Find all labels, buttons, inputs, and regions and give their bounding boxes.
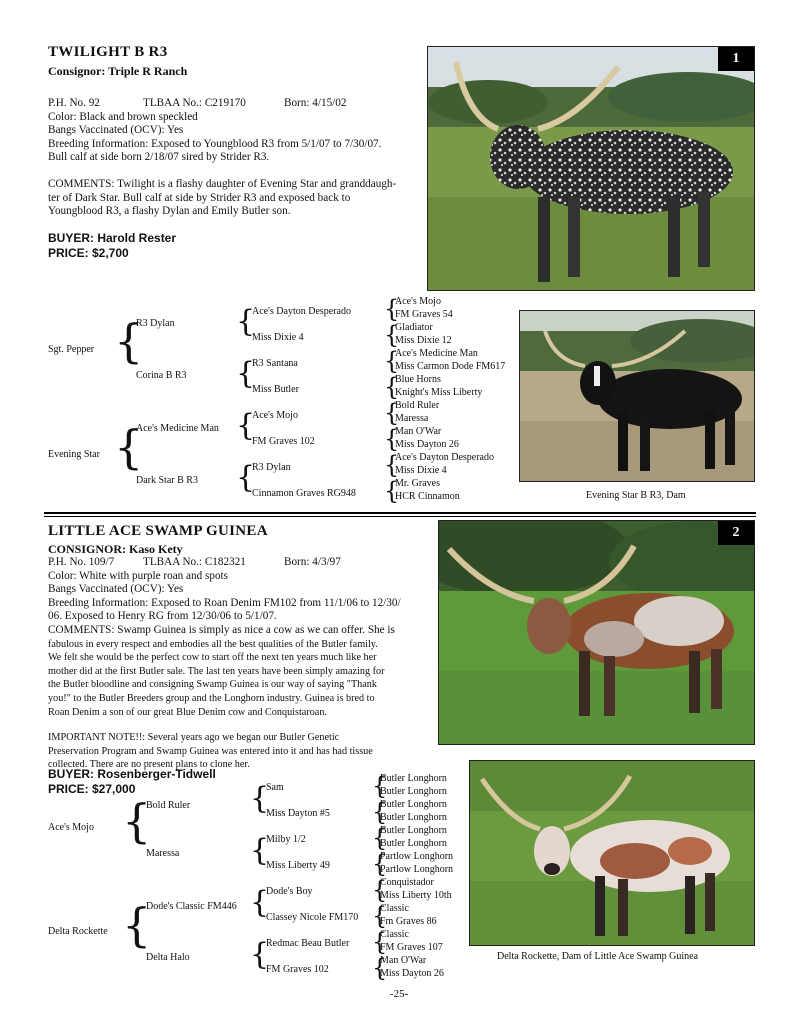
lot1-comments-line: COMMENTS: Twilight is a flashy daughter of Evening Star and granddaugh- (48, 177, 397, 190)
lot2-photo (438, 520, 755, 745)
lot1-color: Color: Black and brown speckled (48, 110, 198, 123)
lot1-number-badge: 1 (718, 47, 754, 71)
lot1-breeding-line: Bull calf at side born 2/18/07 sired by Strider R3. (48, 151, 270, 164)
pedigree-brace: { (236, 408, 256, 443)
pedigree-brace: { (372, 928, 388, 956)
lot2-number-badge: 2 (718, 521, 754, 545)
pedigree-brace: { (384, 425, 400, 453)
pedigree-brace: { (384, 451, 400, 479)
pedigree-g4: Miss Dayton 26 (395, 439, 459, 450)
pedigree-brace: { (372, 824, 388, 852)
pedigree-g4: Miss Liberty 10th (380, 890, 452, 901)
pedigree-g3: Classey Nicole FM170 (266, 912, 359, 923)
lot1-photo (427, 46, 755, 291)
pedigree-brace: { (250, 833, 270, 868)
pedigree-g4: Butler Longhorn (380, 799, 447, 810)
lot2-ph: P.H. No. 109/7 (48, 556, 115, 568)
pedigree-g4: Mr. Graves (395, 478, 440, 489)
pedigree-g2: Maressa (146, 848, 180, 859)
pedigree-g3: Miss Dixie 4 (252, 332, 304, 343)
lot2-dam-photo (469, 760, 755, 946)
pedigree-g4: Ace's Mojo (395, 296, 441, 307)
pedigree-g3: FM Graves 102 (252, 436, 315, 447)
pedigree-g4: Classic (380, 903, 409, 914)
lot1-photo-art (428, 47, 755, 291)
pedigree-brace: { (384, 399, 400, 427)
lot2-color: Color: White with purple roan and spots (48, 569, 229, 582)
lot2-comments-line: the Butler bloodline and consigning Swamp Guinea is our way of saying "Thank (48, 679, 377, 691)
pedigree-g2: Dode's Classic FM446 (146, 901, 237, 912)
pedigree-sire: Ace's Mojo (48, 822, 94, 833)
lot2-breeding-line: 06. Exposed to Henry RG from 12/30/06 to 5/1/07. (48, 610, 277, 623)
lot1-breeding-line: Breeding Information: Exposed to Youngblood R3 from 5/1/07 to 7/30/07. (48, 137, 382, 150)
pedigree-g4: Knight's Miss Liberty (395, 387, 483, 398)
pedigree-g4: Conquistador (380, 877, 434, 888)
pedigree-g4: Butler Longhorn (380, 773, 447, 784)
pedigree-g3: Redmac Beau Butler (266, 938, 350, 949)
pedigree-g3: Miss Butler (252, 384, 299, 395)
lot2-note-line: Preservation Program and Swamp Guinea was entered into it and has had tissue (48, 745, 373, 757)
pedigree-g3: R3 Dylan (252, 462, 291, 473)
pedigree-brace: { (384, 347, 400, 375)
pedigree-g4: Butler Longhorn (380, 812, 447, 823)
pedigree-g4: Miss Dixie 4 (395, 465, 447, 476)
lot2-comments-line: you!" to the Butler Breeders group and the Longhorn industry. Guinea is bred to (48, 692, 375, 704)
lot2-comments-line: We felt she would be the perfect cow to start off the next ten years much like her (48, 652, 377, 664)
lot1-title: TWILIGHT B R3 (48, 44, 168, 60)
pedigree-g3: Ace's Mojo (252, 410, 298, 421)
lot2-breeding-line: Breeding Information: Exposed to Roan Denim FM102 from 11/1/06 to 12/30/ (48, 596, 401, 609)
pedigree-dam: Evening Star (48, 449, 100, 460)
lot1-born: Born: 4/15/02 (284, 97, 347, 109)
pedigree-brace: { (372, 772, 388, 800)
pedigree-g2: Bold Ruler (146, 800, 191, 811)
pedigree-g4: Butler Longhorn (380, 825, 447, 836)
pedigree-brace: { (372, 850, 388, 878)
lot2-buyer: BUYER: Rosenberger-Tidwell (48, 767, 216, 781)
pedigree-brace: { (236, 304, 256, 339)
pedigree-g4: Maressa (395, 413, 429, 424)
pedigree-brace: { (384, 321, 400, 349)
lot2-note-line: IMPORTANT NOTE!!: Several years ago we began our Butler Genetic (48, 732, 340, 744)
pedigree-brace: { (122, 794, 152, 848)
pedigree-g4: FM Graves 54 (395, 309, 453, 320)
lot1-consignor: Consignor: Triple R Ranch (48, 64, 188, 78)
pedigree-brace: { (372, 954, 388, 982)
section-divider (44, 512, 756, 514)
pedigree-dam: Delta Rockette (48, 926, 108, 937)
pedigree-g2: Dark Star B R3 (136, 475, 198, 486)
pedigree-g4: Miss Dayton 26 (380, 968, 444, 979)
pedigree-brace: { (372, 902, 388, 930)
lot1-dam-photo-art (520, 311, 755, 482)
pedigree-brace: { (114, 314, 144, 368)
pedigree-g4: Miss Carmon Dode FM617 (395, 361, 506, 372)
pedigree-brace: { (114, 420, 144, 474)
pedigree-g2: Corina B R3 (136, 370, 187, 381)
pedigree-g4: HCR Cinnamon (395, 491, 460, 502)
pedigree-g4: Blue Horns (395, 374, 441, 385)
pedigree-g3: FM Graves 102 (266, 964, 329, 975)
lot1-dam-caption: Evening Star B R3, Dam (586, 490, 686, 501)
lot1-dam-photo (519, 310, 755, 482)
pedigree-g4: Classic (380, 929, 409, 940)
pedigree-g2: R3 Dylan (136, 318, 175, 329)
lot1-comments-line: Youngblood R3, a flashy Dylan and Emily Butler son. (48, 205, 291, 218)
pedigree-g3: Miss Dayton #5 (266, 808, 330, 819)
pedigree-g3: Dode's Boy (266, 886, 313, 897)
lot2-note-line: collected. There are no present plans to clone her. (48, 759, 250, 771)
lot1-comments-line: ter of Dark Star. Bull calf at side by Strider R3 and exposed back to (48, 191, 351, 204)
pedigree-brace: { (384, 295, 400, 323)
pedigree-g4: Man O'War (395, 426, 442, 437)
lot2-title: LITTLE ACE SWAMP GUINEA (48, 523, 268, 539)
pedigree-g4: Partlow Longhorn (380, 864, 454, 875)
pedigree-g4: Gladiator (395, 322, 433, 333)
lot1-price: PRICE: $2,700 (48, 246, 129, 260)
pedigree-g4: Butler Longhorn (380, 838, 447, 849)
pedigree-g3: Sam (266, 782, 284, 793)
lot2-comments-line: mother did at the first Butler sale. The last ten years have been simply amazing for (48, 665, 385, 677)
pedigree-brace: { (372, 798, 388, 826)
pedigree-g3: Miss Liberty 49 (266, 860, 330, 871)
lot2-details (48, 556, 428, 772)
pedigree-g3: Ace's Dayton Desperado (252, 306, 351, 317)
lot2-dam-photo-art (470, 761, 755, 946)
pedigree-brace: { (372, 876, 388, 904)
lot1-ph: P.H. No. 92 (48, 97, 100, 109)
pedigree-g4: Ace's Medicine Man (395, 348, 478, 359)
pedigree-g4: Fm Graves 86 (380, 916, 437, 927)
pedigree-sire: Sgt. Pepper (48, 344, 95, 355)
lot1-details (48, 97, 418, 219)
pedigree-brace: { (236, 460, 256, 495)
lot2-born: Born: 4/3/97 (284, 556, 341, 568)
lot1-tlbaa: TLBAA No.: C219170 (143, 97, 246, 109)
lot1-buyer: BUYER: Harold Rester (48, 231, 177, 245)
pedigree-g4: Bold Ruler (395, 400, 440, 411)
pedigree-brace: { (250, 937, 270, 972)
lot2-comments-line: fabulous in every respect and embodies all the best qualities of the Butler family. (48, 638, 378, 650)
lot1-bangs: Bangs Vaccinated (OCV): Yes (48, 124, 184, 137)
pedigree-g4: FM Graves 107 (380, 942, 443, 953)
pedigree-g4: Partlow Longhorn (380, 851, 454, 862)
lot2-consignor: CONSIGNOR: Kaso Kety (48, 542, 183, 556)
pedigree-brace: { (384, 477, 400, 505)
pedigree-g4: Ace's Dayton Desperado (395, 452, 494, 463)
lot2-bangs: Bangs Vaccinated (OCV): Yes (48, 583, 184, 596)
pedigree-g4: Butler Longhorn (380, 786, 447, 797)
lot1-buyer-block (48, 231, 176, 261)
pedigree-brace: { (250, 885, 270, 920)
lot2-comments-line: Roan Denim a son of our great Blue Denim cow and Conquistaroan. (48, 706, 327, 718)
section-divider (44, 516, 756, 517)
pedigree-g4: Miss Dixie 12 (395, 335, 452, 346)
pedigree-g3: R3 Santana (252, 358, 298, 369)
lot2-price: PRICE: $27,000 (48, 782, 136, 796)
pedigree-g4: Man O'War (380, 955, 427, 966)
pedigree-brace: { (236, 356, 256, 391)
page-number: -25- (390, 988, 409, 1000)
pedigree-g3: Milby 1/2 (266, 834, 306, 845)
lot2-buyer-block (48, 767, 216, 797)
pedigree-brace: { (384, 373, 400, 401)
lot2-comments-line: COMMENTS: Swamp Guinea is simply as nice a cow as we can offer. She is (48, 623, 395, 636)
lot2-tlbaa: TLBAA No.: C182321 (143, 556, 246, 568)
pedigree-g2: Delta Halo (146, 952, 190, 963)
pedigree-g2: Ace's Medicine Man (136, 423, 219, 434)
lot2-dam-caption: Delta Rockette, Dam of Little Ace Swamp Guinea (497, 951, 699, 962)
lot2-photo-art (439, 521, 755, 745)
pedigree-brace: { (122, 898, 152, 952)
pedigree-brace: { (250, 781, 270, 816)
pedigree-g3: Cinnamon Graves RG948 (252, 488, 356, 499)
